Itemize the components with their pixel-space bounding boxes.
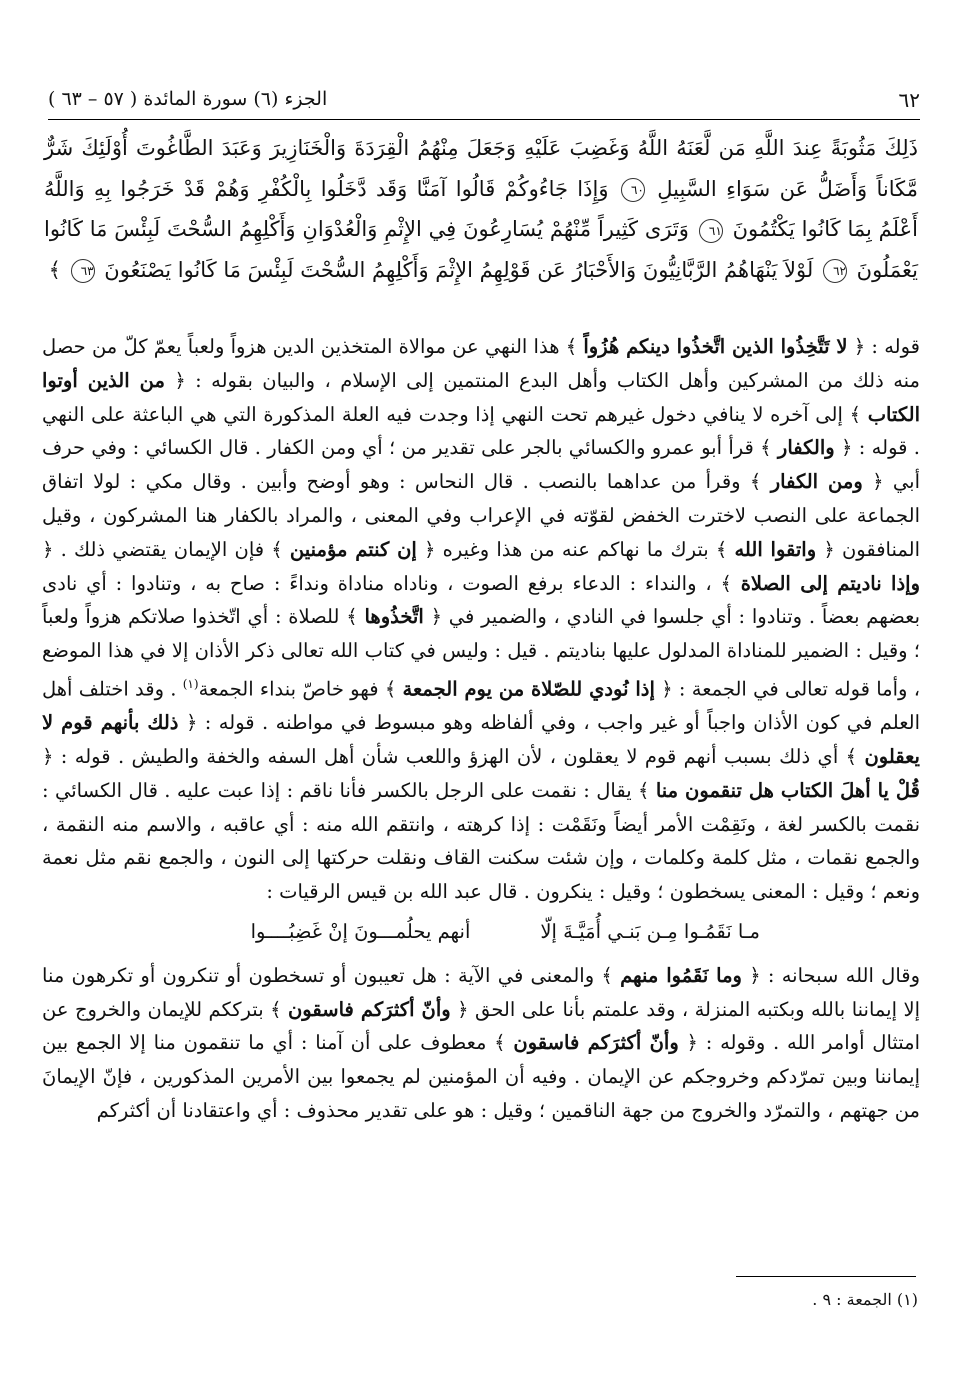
footnote: (١) الجمعة : ٩ . bbox=[812, 1290, 918, 1309]
text-run: ﴾ والمعنى في الآية : هل تعيبون أو تسخطون أو تنكرون أو تكرهون منا إلا إيماننا بالله وبكتبه المنزلة ، وقد علمتم بأنا على الحق ﴿ bbox=[42, 963, 921, 1021]
text-run: ﴾ هذا النهي عن موالاة المتخذين الدين هزواً ولعباً يعمّ كلّ من حصل منه ذلك من المشركين وأهل الكتاب وأهل البدع المنتمين إلى الإسلام ، والبيان بقوله : ﴿ bbox=[42, 335, 920, 392]
page-header bbox=[48, 84, 920, 120]
quoted-verse: ذلك بأنهم قوم لا يعقلون bbox=[42, 711, 920, 769]
text-run: ﴾ وقرأ من عداهما بالنصب . قال النحاس : وهو أوضح وأبين . وقال مكي : لولا اتفاق الجماعة على النصب لاخترت الخفض لقوّته في الإعراب وفي المعنى ، والمراد بالكفار هنا المشركون ، وقيل المنافقون ﴿ bbox=[42, 470, 921, 561]
ayah-marker: ٦٢ bbox=[823, 259, 847, 283]
poem-hemistich-first: مـا نَقَمُـوا مِـن بَنـي أُمَيَّـةَ إلّا bbox=[540, 920, 760, 944]
poem-verse bbox=[42, 915, 920, 949]
quoted-verse: قُلْ يا أهلَ الكتاب هل تنقمون منا bbox=[655, 778, 920, 802]
quoted-verse: واتقوا الله bbox=[734, 537, 817, 561]
text-run: ﴾ قرأ أبو عمرو والكسائي بالجر على تقدير من ؛ أي ومن الكفار . قال الكسائي : وفي حرف أبي ﴿ bbox=[42, 436, 921, 494]
verse-text: لَوْلاَ يَنْهَاهُمُ الرَّبَّانِيُّونَ وَالأَحْبَارُ عَن قَوْلِهِمُ الإِثْمَ وَأَكْلِهِمُ السُّحْتَ لَبِئْسَ مَا كَانُوا يَصْنَعُونَ bbox=[104, 257, 814, 282]
closing-bracket: ﴾ bbox=[48, 257, 61, 282]
quoted-verse: لا تَتَّخِذُوا الذين اتَّخذُوا دينكم هُزُواً bbox=[583, 335, 848, 358]
text-run: ﴾ يقال : نقمت على الرجل بالكسر فأنا ناقم : إذا عبت عليه . قال الكسائي : نقمت بالكسر لغة ، ونَقِمْت الأمر أيضاً ونَقَمْت : إذا كرهته ، وانتقم الله منه : أي عاقبه ، والاسم منه النقمة ، والجمع نقمات ، مثل كلمة وكلمات ، وإن شئت سكنت القاف ونقلت حركتها إلى النون ، والجمع نقم مثل نعمة ونعم ؛ وقيل : المعنى يسخطون ؛ وقيل : ينكرون . قال عبد الله بن قيس الرقيات : bbox=[42, 778, 920, 904]
quoted-verse: وأنّ أكثرَكم فاسقون bbox=[287, 997, 451, 1021]
quran-verses bbox=[44, 128, 918, 290]
text-run: وقال الله سبحانه : ﴿ bbox=[749, 963, 920, 987]
page-number: ٦٢ bbox=[898, 88, 920, 112]
quoted-verse: اتَّخذُوها bbox=[364, 605, 424, 629]
quoted-verse: والكفار bbox=[777, 436, 835, 460]
footnote-rule bbox=[736, 1276, 916, 1277]
ayah-marker: ٦١ bbox=[699, 219, 723, 243]
quoted-verse: وما نَقَمُوا منهم bbox=[620, 963, 742, 987]
footnote-ref: (١) bbox=[182, 676, 199, 691]
quoted-verse: وإذا ناديتم إلى الصلاة bbox=[740, 571, 920, 595]
quoted-verse: إن كنتم مؤمنين bbox=[289, 537, 417, 561]
text-run: ﴾ فإن الإيمان يقتضي ذلك . ﴿ bbox=[42, 537, 283, 561]
text-run: ﴾ بترككم للإيمان والخروج عن امتثال أوامر الله . وقوله : ﴿ bbox=[42, 997, 921, 1055]
text-run: ﴾ أي ذلك بسبب أنهم قوم لا يعقلون ، لأن الهزؤ واللعب شأن أهل السفه والخفة والطيش . قوله : ﴿ bbox=[42, 745, 858, 769]
text-run: ﴾ إلى آخره لا ينافي دخول غيرهم تحت النهي إذا وجدت فيه العلة المذكورة التي هي الباعثة على النهي . قوله : ﴿ bbox=[42, 402, 920, 460]
text-run: ﴾ للصلاة : أي اتّخذوا صلاتكم هزواً ولعباً ؛ وقيل : الضمير للمناداة المدلول عليها بناديتم . قيل : وليس في كتاب الله تعالى ذكر الأذان إلا في هذا الموضع ، وأما قوله تعالى في الجمعة : ﴿ bbox=[42, 605, 921, 701]
verse-text: ذَلِكَ مَثُوبَةً عِندَ اللَّهِ مَن لَّعَنَهُ اللَّهُ وَغَضِبَ عَلَيْهِ وَجَعَلَ مِنْهُمُ الْقِرَدَةَ وَالْخَنَازِيرَ وَعَبَدَ الطَّاغُوتَ أُوْلَئِكَ شَرٌّ مَّكَاناً وَأَضَلُّ عَن سَوَاءِ السَّبِيلِ bbox=[44, 136, 919, 201]
commentary-paragraph bbox=[42, 330, 920, 909]
verse-text: وَإِذَا جَاءُوكُمْ قَالُوا آمَنَّا وَقَد دَّخَلُوا بِالْكُفْرِ وَهُمْ قَدْ خَرَجُوا بِهِ وَاللَّهُ أَعْلَمُ بِمَا كَانُوا يَكْتُمُونَ bbox=[44, 176, 918, 241]
text-run: ﴾ بترك ما نهاكم عنه من هذا وغيره ﴿ bbox=[424, 537, 728, 561]
ayah-marker: ٦٣ bbox=[71, 259, 95, 283]
quoted-verse: إذا نُودي للصّلاة من يوم الجمعة bbox=[402, 677, 655, 701]
header-rule bbox=[48, 119, 920, 120]
quoted-verse: وأنّ أكثرَكم فاسقون bbox=[513, 1031, 679, 1055]
poem-hemistich-second: أنهم يحلُمـــونَ إنْ غَضِبُــــوا bbox=[250, 920, 471, 944]
verse-text: وَتَرَى كَثِيراً مِّنْهُمْ يُسَارِعُونَ فِي الإِثْمِ وَالْعُدْوَانِ وَأَكْلِهِمُ السُّحْتَ لَبِئْسَ مَا كَانُوا يَعْمَلُونَ bbox=[44, 217, 918, 282]
commentary bbox=[42, 330, 920, 1128]
quoted-verse: من الذين أوتوا الكتاب bbox=[42, 368, 920, 426]
running-head: الجزء (٦) سورة المائدة ( ٥٧ – ٦٣ ) bbox=[48, 88, 328, 110]
text-run: ﴾ فهو خاصّ بنداء الجمعة bbox=[198, 677, 397, 701]
ayah-marker: ٦٠ bbox=[621, 178, 645, 202]
text-run: . وقد اختلف أهل العلم في كون الأذان واجباً أو غير واجب ، وفي ألفاظه وهو مبسوط في مواطنه . قوله : ﴿ bbox=[42, 677, 920, 735]
commentary-paragraph bbox=[42, 959, 920, 1128]
quoted-verse: ومن الكفار bbox=[770, 470, 863, 494]
text-run: ﴾ ، والنداء : الدعاء برفع الصوت ، وناداه مناداة ونداءً : صاح به ، وتنادوا : أي نادى بعضهم بعضاً . وتنادوا : أي جلسوا في النادي ، والضمير في ﴿ bbox=[42, 571, 921, 629]
text-run: قوله : ﴿ bbox=[853, 335, 921, 358]
text-run: ﴾ معطوف على أن آمنا : أي ما تنقمون منا إلا الجمع بين إيماننا وبين تمرّدكم وخروجكم عن الإيمان . وفيه أن المؤمنين لم يجمعوا بين الأمرين المذكورين ، فإنّ الإيمانَ من جهتهم ، والتمرّد والخروج من جهة الناقمين ؛ وقيل : هو على تقدير محذوف : أي واعتقادنا أن أكثركم bbox=[42, 1031, 920, 1123]
